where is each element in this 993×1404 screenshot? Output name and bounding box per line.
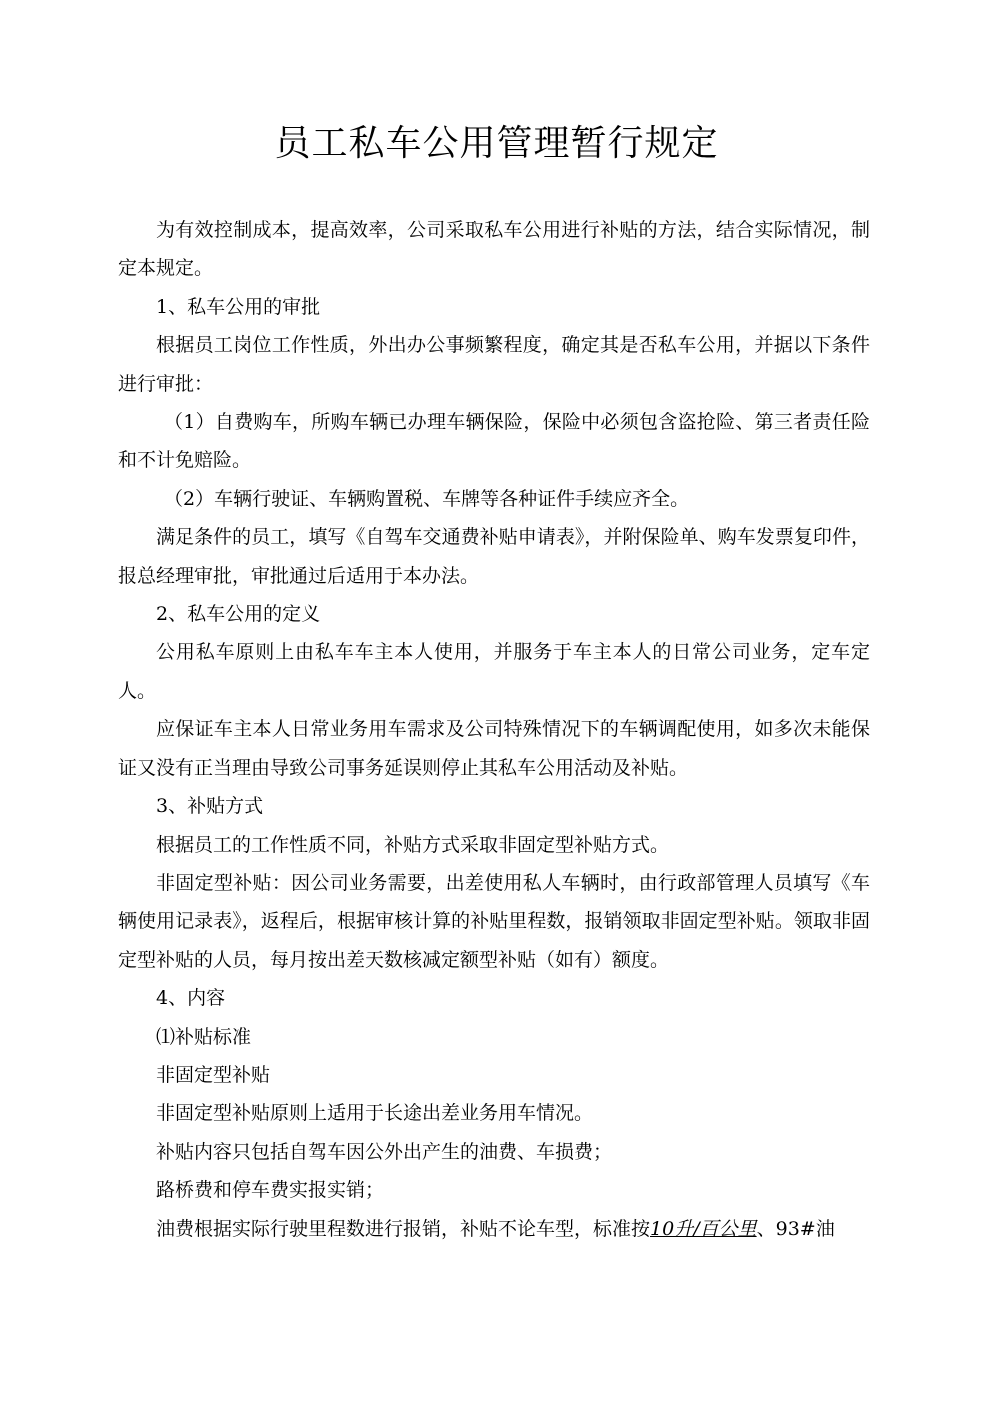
section-heading-1: 1、私车公用的审批 <box>156 295 321 318</box>
section-heading-4: 4、内容 <box>156 987 226 1010</box>
paragraph-condition-2: （2）车辆行驶证、车辆购置税、车牌等各种证件手续应齐全。 <box>164 487 690 510</box>
document-title: 员工私车公用管理暂行规定 <box>274 123 719 164</box>
paragraph-application: 满足条件的员工，填写《自驾车交通费补贴申请表》，并附保险单、购车发票复印件，报总经理审批，审批通过后适用于本办法。 <box>118 526 870 587</box>
paragraph-content-scope: 补贴内容只包括自驾车因公外出产生的油费、车损费； <box>156 1140 613 1163</box>
subsection-heading-nonfixed: 非固定型补贴 <box>156 1063 271 1086</box>
paragraph-definition-2: 应保证车主本人日常业务用车需求及公司特殊情况下的车辆调配使用，如多次未能保证又没有正当理由导致公司事务延误则停止其私车公用活动及补贴。 <box>118 718 870 779</box>
document-body <box>118 211 870 1248</box>
paragraph-approval-basis: 根据员工岗位工作性质，外出办公事频繁程度，确定其是否私车公用，并据以下条件进行审批： <box>118 334 870 395</box>
paragraph-subsidy-method: 根据员工的工作性质不同，补贴方式采取非固定型补贴方式。 <box>156 833 670 856</box>
paragraph-applicability: 非固定型补贴原则上适用于长途出差业务用车情况。 <box>156 1102 594 1125</box>
paragraph-nonfixed-subsidy: 非固定型补贴：因公司业务需要，出差使用私人车辆时，由行政部管理人员填写《车辆使用记录表》，返程后，根据审核计算的补贴里程数，报销领取非固定型补贴。领取非固定型补贴的人员，每月按出差天数核减定额型补贴（如有）额度。 <box>118 871 870 971</box>
paragraph-fuel-standard <box>118 1210 870 1248</box>
paragraph-intro: 为有效控制成本，提高效率，公司采取私车公用进行补贴的方法，结合实际情况，制定本规定。 <box>118 219 870 280</box>
section-heading-3: 3、补贴方式 <box>156 795 264 818</box>
paragraph-condition-1: （1）自费购车，所购车辆已办理车辆保险，保险中必须包含盗抢险、第三者责任险和不计免赔险。 <box>118 411 870 472</box>
fuel-text-after: 、93#油 <box>756 1217 835 1240</box>
paragraph-tolls-parking: 路桥费和停车费实报实销； <box>156 1179 385 1202</box>
fuel-text-before: 油费根据实际行驶里程数进行报销，补贴不论车型，标准按 <box>156 1217 651 1240</box>
section-heading-2: 2、私车公用的定义 <box>156 603 321 626</box>
paragraph-definition-1: 公用私车原则上由私车车主本人使用，并服务于车主本人的日常公司业务，定车定人。 <box>118 641 870 702</box>
fuel-standard-underlined: 10升/百公里 <box>650 1217 757 1240</box>
subsection-heading-standard: ⑴补贴标准 <box>156 1025 252 1048</box>
